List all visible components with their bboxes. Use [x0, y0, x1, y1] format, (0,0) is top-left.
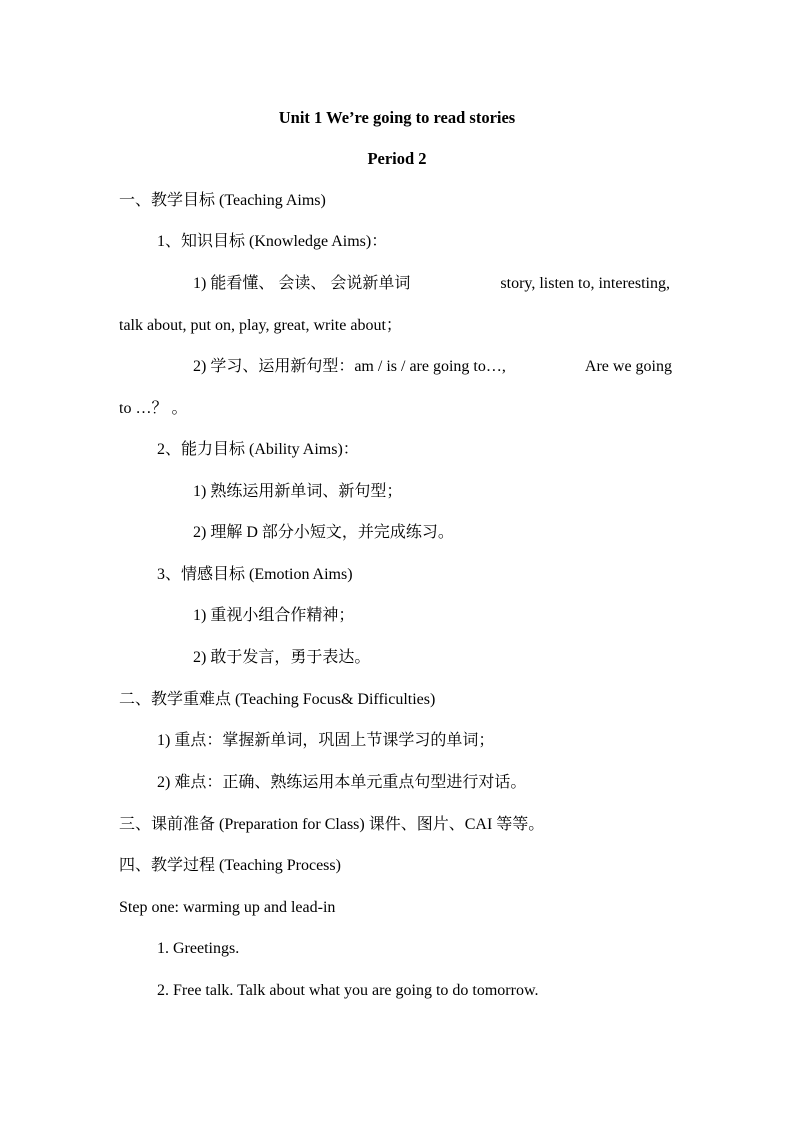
section-heading-teaching-process: 四、教学过程 (Teaching Process)	[119, 857, 341, 874]
list-item-ability-2: 2) 理解 D 部分小短文，并完成练习。	[193, 524, 454, 541]
list-item-text: 1) 能看懂、 会读、 会说新单词	[193, 275, 411, 292]
step-heading: Step one: warming up and lead-in	[119, 899, 336, 916]
list-item-continuation: to …？ 。	[119, 400, 188, 417]
section-heading-focus-difficulties: 二、教学重难点 (Teaching Focus& Difficulties)	[119, 691, 436, 708]
section-heading-teaching-aims: 一、教学目标 (Teaching Aims)	[119, 192, 326, 209]
list-item-focus-1: 1) 重点：掌握新单词，巩固上节课学习的单词；	[157, 732, 495, 749]
list-item-focus-2: 2) 难点：正确、熟练运用本单元重点句型进行对话。	[157, 774, 527, 791]
list-item-text: 2) 学习、运用新句型：am / is / are going to…,	[193, 358, 506, 375]
list-item-ability-1: 1) 熟练运用新单词、新句型；	[193, 483, 403, 500]
list-item-knowledge-1	[193, 274, 670, 294]
subsection-ability-aims: 2、能力目标 (Ability Aims)：	[157, 441, 359, 458]
document-title: Unit 1 We’re going to read stories	[278, 108, 516, 127]
list-item-knowledge-2	[193, 357, 672, 377]
step-item-2: 2. Free talk. Talk about what you are going to do tomorrow.	[157, 982, 539, 999]
document-subtitle: Period 2	[367, 149, 427, 168]
list-item-emotion-2: 2) 敢于发言，勇于表达。	[193, 649, 371, 666]
subsection-knowledge-aims: 1、知识目标 (Knowledge Aims)：	[157, 233, 388, 250]
section-heading-preparation: 三、课前准备 (Preparation for Class) 课件、图片、CAI 等等。	[119, 816, 545, 833]
list-item-text: Are we going	[584, 358, 672, 375]
list-item-continuation: talk about, put on, play, great, write about；	[119, 317, 402, 334]
list-item-emotion-1: 1) 重视小组合作精神；	[193, 607, 355, 624]
subsection-emotion-aims: 3、情感目标 (Emotion Aims)	[157, 566, 353, 583]
step-item-1: 1. Greetings.	[157, 940, 240, 957]
list-item-text: story, listen to, interesting,	[500, 275, 670, 292]
